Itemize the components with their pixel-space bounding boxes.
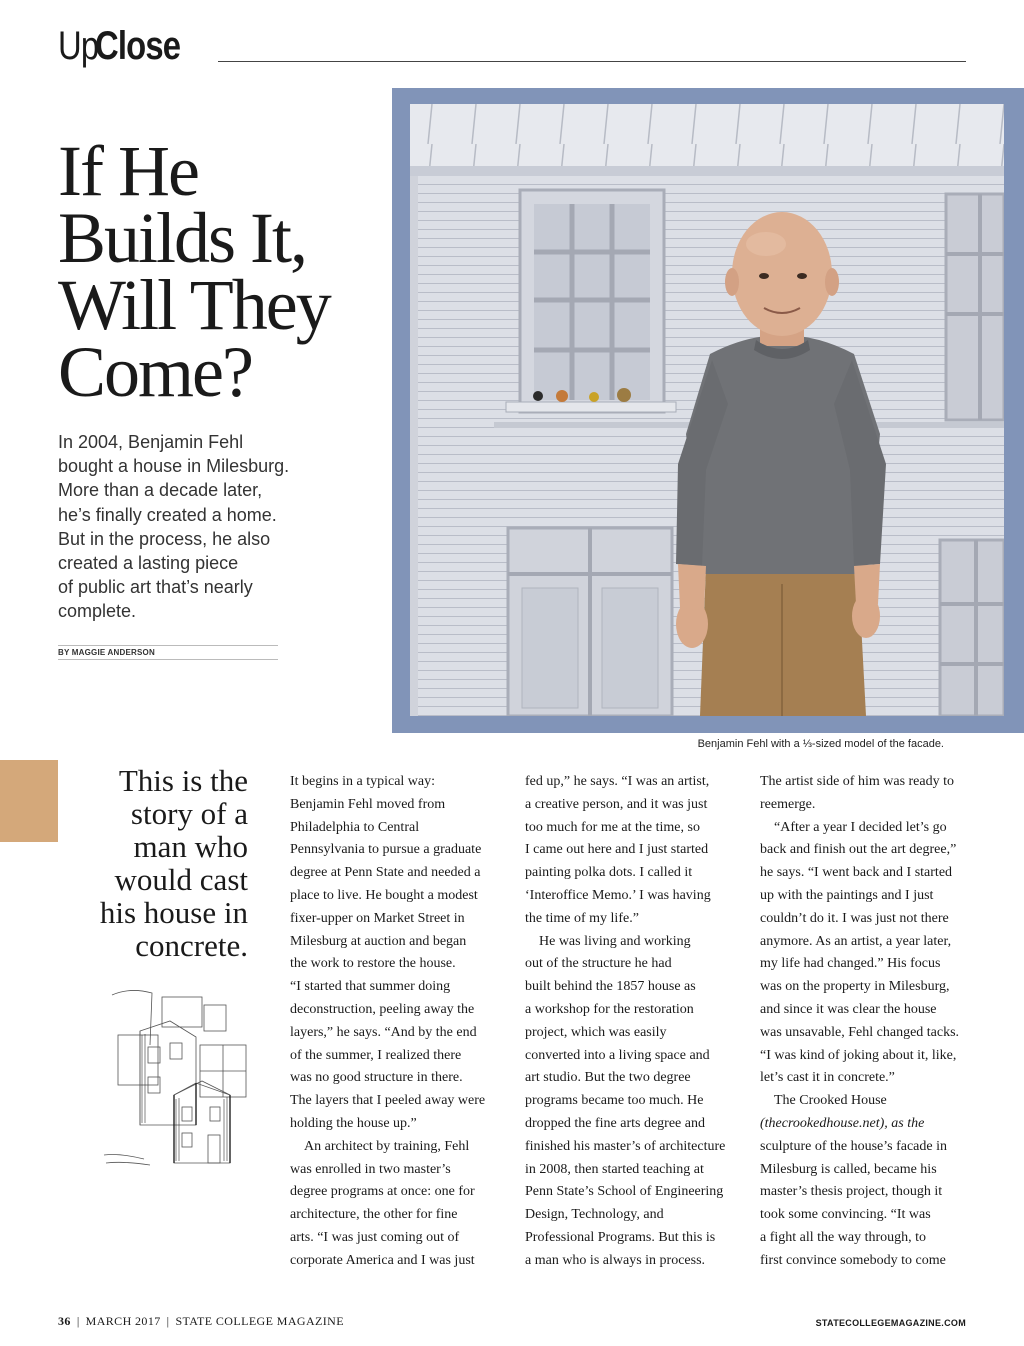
photo-illustration — [410, 104, 1004, 716]
body-line: I came out here and I just started — [525, 842, 709, 858]
body-line: anymore. As an artist, a year later, — [760, 933, 952, 949]
body-line: An architect by training, Fehl — [304, 1138, 470, 1154]
byline: BY MAGGIE ANDERSON — [58, 648, 155, 657]
body-line: out of the structure he had — [525, 956, 672, 972]
body-line: was enrolled in two master’s — [290, 1161, 451, 1177]
body-line: let’s cast it in concrete.” — [760, 1070, 895, 1086]
body-line: finished his master’s of architecture — [525, 1138, 726, 1154]
headline — [58, 131, 388, 412]
pull-quote-line: This is the — [118, 763, 248, 798]
body-line: It begins in a typical way: — [290, 774, 436, 789]
body-line: my life had changed.” His focus — [760, 956, 941, 972]
house-sketch — [100, 985, 260, 1175]
pull-quote-line: man who — [133, 829, 248, 864]
body-line: Design, Technology, and — [525, 1207, 664, 1223]
body-line: painting polka dots. I called it — [525, 865, 693, 881]
body-line: holding the house up.” — [290, 1115, 417, 1131]
body-line: “After a year I decided let’s go — [774, 819, 947, 835]
footer-folio — [58, 1314, 344, 1329]
body-line: was on the property in Milesburg, — [760, 979, 950, 995]
issue-date: MARCH 2017 — [85, 1314, 161, 1328]
body-line: degree programs at once: one for — [290, 1184, 475, 1200]
website-link[interactable]: STATECOLLEGEMAGAZINE.COM — [815, 1318, 966, 1328]
body-line: in 2008, then started teaching at — [525, 1161, 704, 1177]
body-line: fed up,” he says. “I was an artist, — [525, 774, 710, 789]
body-column-3 — [760, 771, 974, 1273]
body-line: he says. “I went back and I started — [760, 865, 953, 881]
body-line: The layers that I peeled away were — [290, 1093, 486, 1109]
body-line: the time of my life.” — [525, 910, 639, 926]
body-column-1 — [290, 771, 504, 1273]
body-line: Pennsylvania to pursue a graduate — [290, 842, 482, 858]
body-line: Benjamin Fehl moved from — [290, 796, 446, 812]
body-line: a creative person, and it was just — [525, 796, 708, 812]
body-line: couldn’t do it. I was just not there — [760, 910, 949, 926]
pull-quote — [60, 764, 248, 962]
section-label-bold: Close — [95, 24, 181, 68]
body-line: “I started that summer doing — [290, 979, 451, 995]
dek-line: But in the process, he also — [58, 528, 271, 549]
body-line: layers,” he says. “And by the end — [290, 1024, 477, 1040]
body-line: ‘Interoffice Memo.’ I was having — [525, 887, 711, 903]
body-line: architecture, the other for fine — [290, 1207, 458, 1223]
body-line: fixer-upper on Market Street in — [290, 910, 465, 926]
body-line: He was living and working — [539, 933, 691, 949]
pull-quote-line: concrete. — [135, 928, 248, 963]
dek-line: bought a house in Milesburg. — [58, 456, 290, 477]
pull-quote-line: his house in — [99, 895, 248, 930]
dek-line: More than a decade later, — [58, 480, 263, 501]
dek-line: he’s finally created a home. — [58, 504, 277, 525]
body-line: arts. “I was just coming out of — [290, 1229, 460, 1245]
body-line: degree at Penn State and needed a — [290, 865, 481, 881]
body-line: up with the paintings and I just — [760, 887, 934, 903]
footer-separator: | — [76, 1314, 80, 1328]
sketch-illustration — [100, 985, 260, 1175]
body-line: built behind the 1857 house as — [525, 979, 696, 995]
dek-line: created a lasting piece — [58, 553, 239, 574]
body-line: Professional Programs. But this is — [525, 1229, 716, 1245]
section-label-light: Up — [58, 24, 99, 68]
body-line: master’s thesis project, though it — [760, 1184, 943, 1200]
body-line: converted into a living space and — [525, 1047, 710, 1063]
body-line: and since it was clear the house — [760, 1001, 937, 1017]
photo-caption: Benjamin Fehl with a ⅓-sized model of the facade. — [697, 738, 944, 750]
footer-separator: | — [166, 1314, 170, 1328]
body-line: dropped the fine arts degree and — [525, 1115, 705, 1131]
publication-name: STATE COLLEGE MAGAZINE — [175, 1314, 344, 1328]
byline-rule-top — [58, 645, 278, 646]
body-line: a fight all the way through, to — [760, 1229, 927, 1245]
feature-photo — [410, 104, 1004, 716]
body-line: corporate America and I was just — [290, 1252, 475, 1268]
section-label — [58, 22, 199, 70]
byline-rule-bottom — [58, 659, 278, 660]
body-line: of the summer, I realized there — [290, 1047, 462, 1063]
body-line: a workshop for the restoration — [525, 1001, 694, 1017]
headline-line: Will They — [58, 265, 330, 345]
body-line: was unsavable, Fehl changed tacks. — [760, 1024, 960, 1040]
body-line: back and finish out the art degree,” — [760, 842, 957, 858]
body-line: was no good structure in there. — [290, 1070, 463, 1086]
body-line: (thecrookedhouse.net), as the — [760, 1115, 925, 1131]
body-line: the work to restore the house. — [290, 956, 456, 972]
dek-line: of public art that’s nearly — [58, 577, 253, 598]
body-column-2 — [525, 771, 739, 1273]
body-line: place to live. He bought a modest — [290, 887, 478, 903]
dek-line: complete. — [58, 601, 137, 622]
body-line: art studio. But the two degree — [525, 1070, 691, 1086]
dek-line: In 2004, Benjamin Fehl — [58, 432, 244, 452]
pull-quote-line: would cast — [114, 862, 248, 897]
body-line: deconstruction, peeling away the — [290, 1001, 475, 1017]
body-line: first convince somebody to come — [760, 1252, 946, 1268]
body-line: a man who is always in process. — [525, 1252, 706, 1268]
body-line: Milesburg at auction and began — [290, 933, 467, 949]
headline-line: Come? — [58, 332, 252, 412]
body-line: reemerge. — [760, 796, 816, 812]
body-line: Milesburg is called, became his — [760, 1161, 937, 1177]
body-line: The artist side of him was ready to — [760, 774, 955, 789]
body-line: The Crooked House — [774, 1093, 887, 1109]
dek — [58, 430, 348, 624]
pull-quote-line: story of a — [130, 796, 248, 831]
page-number: 36 — [58, 1314, 71, 1328]
accent-block — [0, 760, 58, 842]
headline-line: If He — [58, 131, 198, 211]
body-line: took some convincing. “It was — [760, 1207, 931, 1223]
body-line: too much for me at the time, so — [525, 819, 700, 835]
body-line: Philadelphia to Central — [290, 819, 420, 835]
body-line: programs became too much. He — [525, 1093, 704, 1109]
body-line: sculpture of the house’s facade in — [760, 1138, 947, 1154]
body-line: project, which was easily — [525, 1024, 667, 1040]
body-line: Penn State’s School of Engineering — [525, 1184, 724, 1200]
body-line: “I was kind of joking about it, like, — [760, 1047, 957, 1063]
header-rule — [218, 61, 966, 62]
headline-line: Builds It, — [58, 198, 307, 278]
